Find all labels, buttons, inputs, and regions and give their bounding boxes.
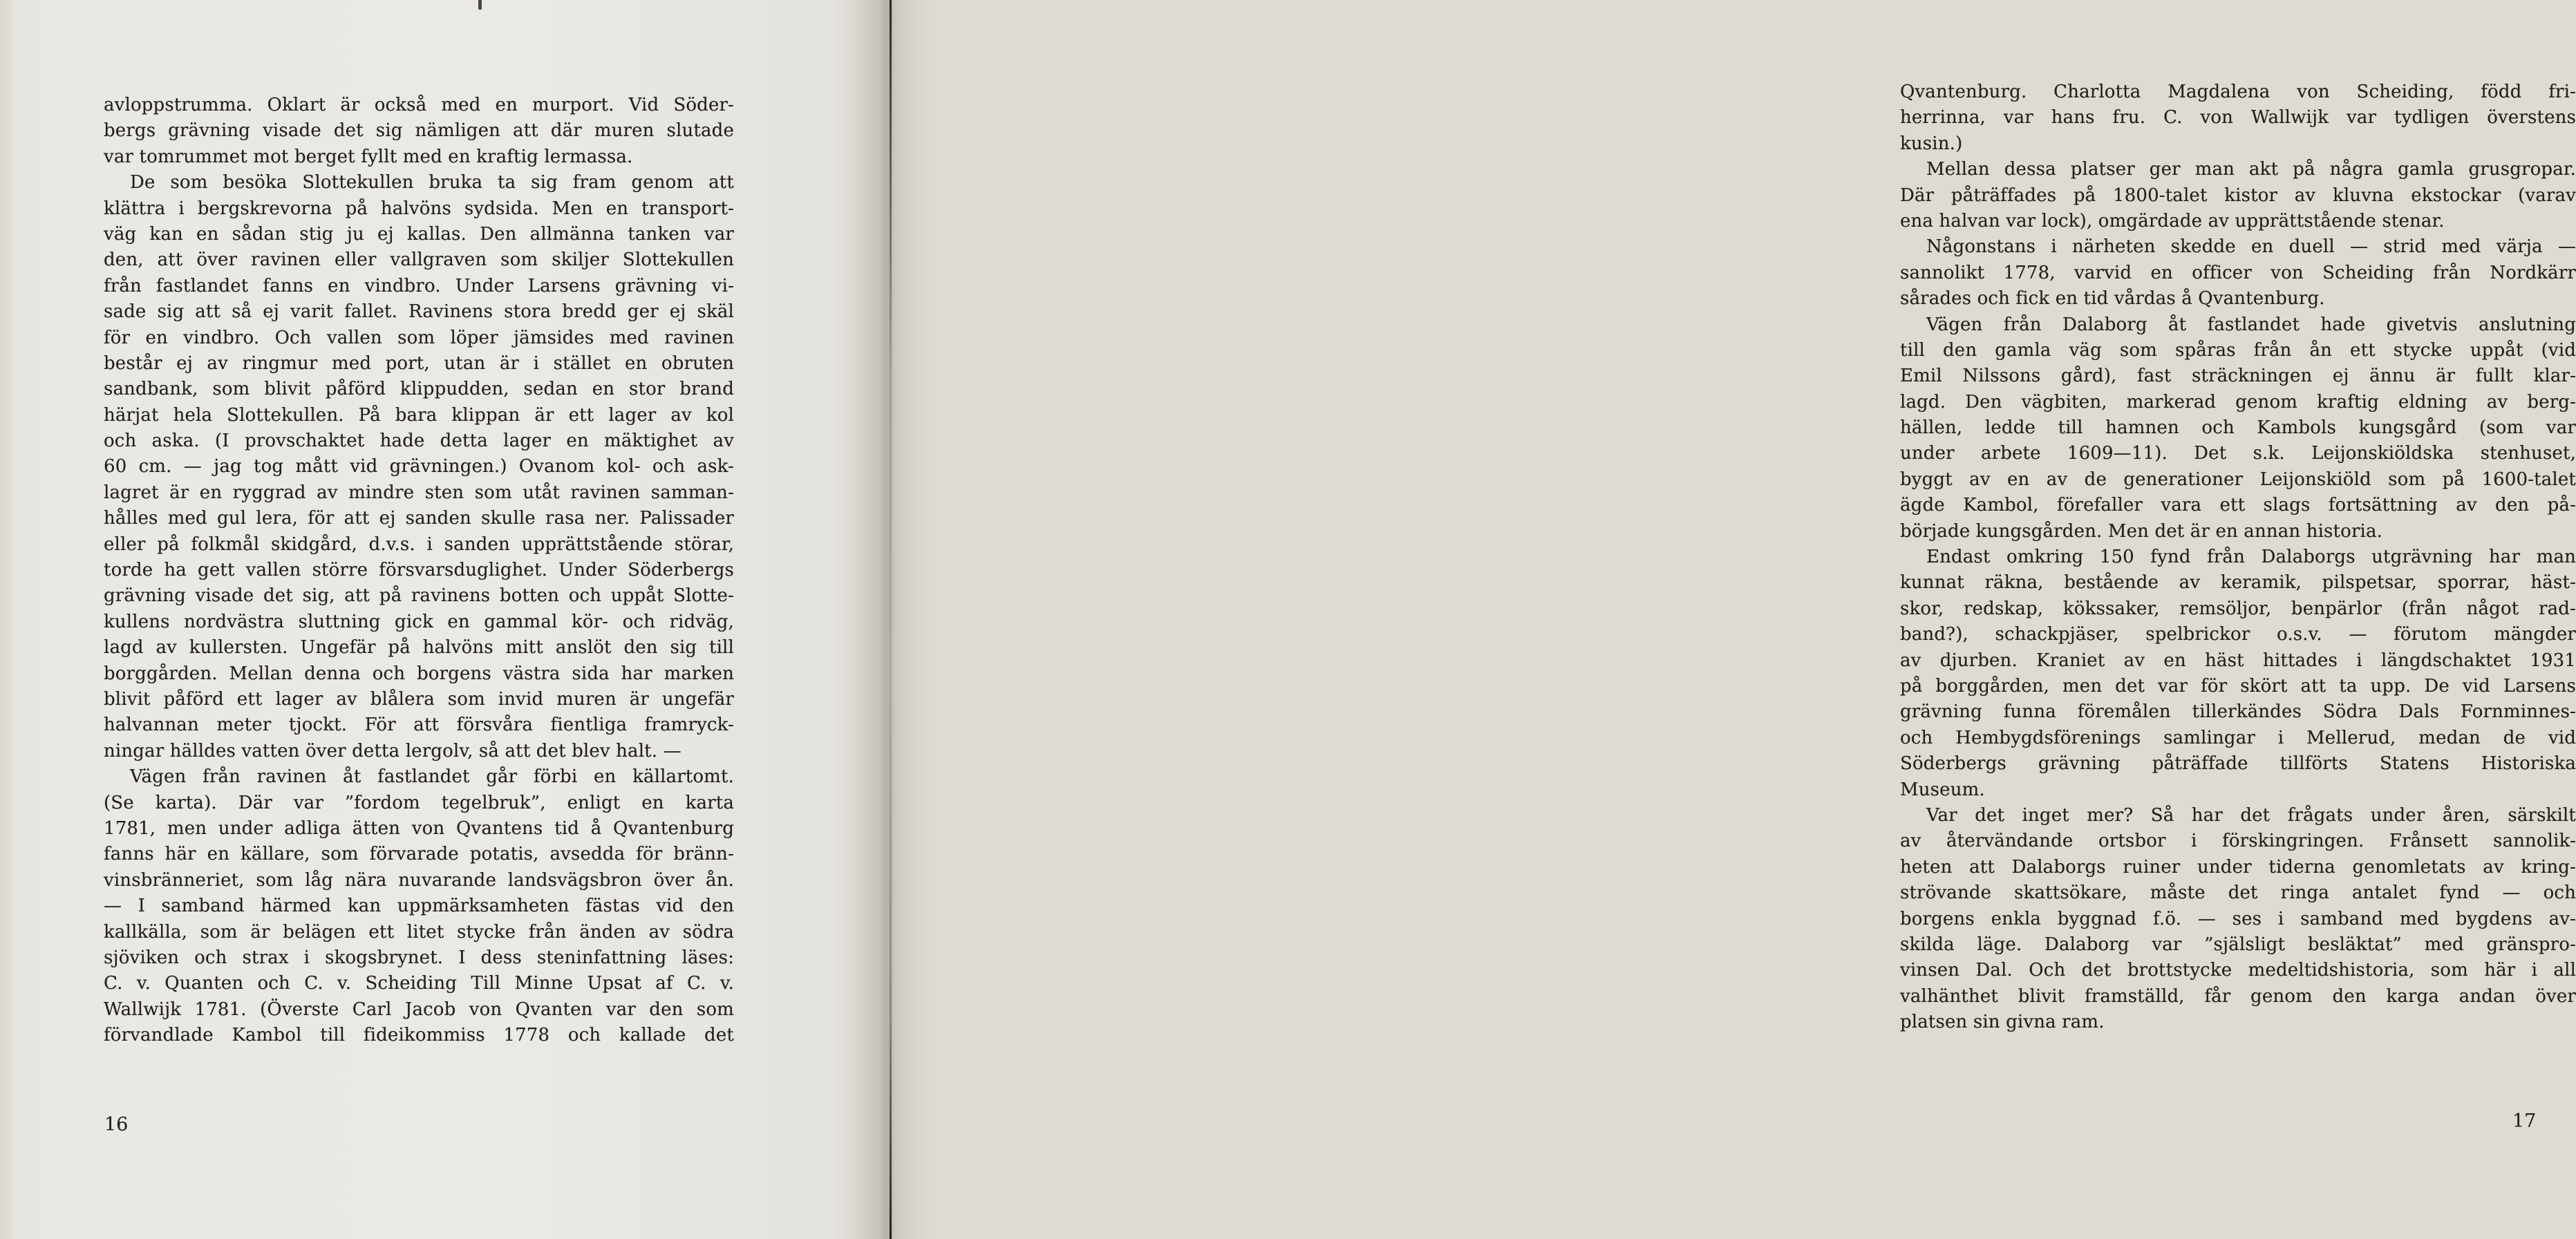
text-line: byggt av en av de generationer Leijonskiöld som på 1600-talet	[1900, 469, 2576, 490]
text-line: Museum.	[1900, 779, 1985, 800]
text-line: skor, redskap, kökssaker, remsöljor, benpärlor (från något rad-	[1900, 598, 2576, 619]
text-line: förvandlade Kambol till fideikommiss 1778 och kallade det	[104, 1025, 734, 1046]
text-line: 1781, men under adliga ätten von Qvantens tid å Qvantenburg	[104, 817, 734, 839]
text-line: borggården. Mellan denna och borgens västra sida har marken	[104, 663, 734, 684]
text-line: ägde Kambol, förefaller vara ett slags fortsättning av den på-	[1900, 495, 2576, 516]
text-line: vinsen Dal. Och det brottstycke medeltidshistoria, som här i all	[1900, 960, 2576, 981]
text-line: lagret är en ryggrad av mindre sten som utåt ravinen samman-	[104, 482, 734, 503]
text-line: till den gamla väg som spåras från ån ett stycke uppåt (vid	[1900, 339, 2576, 361]
text-line: Var det inget mer? Så har det frågats under åren, särskilt	[1926, 804, 2576, 826]
text-line: kusin.)	[1900, 133, 1963, 154]
text-line: avloppstrumma. Oklart är också med en murport. Vid Söder-	[104, 95, 734, 115]
left-page-text	[104, 93, 734, 1048]
text-line: (Se karta). Där var ”fordom tegelbruk”, enligt en karta	[104, 792, 734, 813]
text-line: vinsbränneriet, som låg nära nuvarande landsvägsbron över ån.	[104, 869, 734, 891]
text-line: herrinna, var hans fru. C. von Wallwijk var tydligen överstens	[1900, 107, 2576, 129]
text-line: består ej av ringmur med port, utan är i stället en obruten	[104, 352, 734, 374]
text-line: Emil Nilssons gård), fast sträckningen ej ännu är fullt klar-	[1900, 366, 2576, 387]
text-line: fanns här en källare, som förvarade potatis, avsedda för bränn-	[104, 844, 734, 865]
text-line: bergs grävning visade det sig nämligen att där muren slutade	[104, 120, 734, 142]
text-line: under arbete 1609—11). Det s.k. Leijonskiöldska stenhuset,	[1900, 443, 2576, 464]
page-number-left: 16	[104, 1114, 129, 1135]
text-line: skilda läge. Dalaborg var ”själsligt besläktat” med gränspro-	[1900, 934, 2576, 955]
text-line: Vägen från Dalaborg åt fastlandet hade givetvis anslutning	[1926, 314, 2576, 335]
text-line: Någonstans i närheten skedde en duell — strid med värja —	[1926, 236, 2576, 258]
text-line: sjöviken och strax i skogsbrynet. I dess steninfattning läses:	[104, 947, 734, 968]
text-line: för en vindbro. Och vallen som löper jämsides med ravinen	[104, 327, 734, 348]
text-line: kunnat räkna, bestående av keramik, pilspetsar, sporrar, häst-	[1900, 572, 2576, 594]
scan-artifact-speck	[478, 0, 482, 10]
text-line: sårades och fick en tid vårdas å Qvantenburg.	[1900, 288, 2325, 310]
text-line: sannolikt 1778, varvid en officer von Scheiding från Nordkärr	[1900, 262, 2576, 283]
text-line: och aska. (I provschaktet hade detta lager en mäktighet av	[104, 431, 734, 452]
text-line: eller på folkmål skidgård, d.v.s. i sanden upprättstående störar,	[104, 533, 734, 555]
text-line: halvannan meter tjockt. För att försvåra fientliga framryck-	[104, 715, 734, 736]
text-line: 60 cm. — jag tog mått vid grävningen.) Ovanom kol- och ask-	[104, 456, 734, 477]
text-line: Endast omkring 150 fynd från Dalaborgs utgrävning har man	[1926, 547, 2576, 568]
text-line: heten att Dalaborgs ruiner under tiderna genomletats av kring-	[1900, 856, 2576, 878]
text-line: av djurben. Kraniet av en häst hittades i längdschaktet 1931	[1900, 650, 2576, 671]
text-line: hålles med gul lera, för att ej sanden skulle rasa ner. Palissader	[104, 508, 734, 529]
right-page	[887, 0, 2576, 1239]
text-line: klättra i bergskrevorna på halvöns sydsida. Men en transport-	[104, 198, 734, 219]
text-line: härjat hela Slottekullen. På bara klippan är ett lager av kol	[104, 404, 734, 426]
text-line: strövande skattsökare, måste det ringa antalet fynd — och	[1900, 882, 2576, 904]
left-page	[0, 0, 887, 1239]
text-line: var tomrummet mot berget fyllt med en kraftig lermassa.	[104, 146, 633, 167]
text-line: C. v. Quanten och C. v. Scheiding Till Minne Upsat af C. v.	[104, 973, 734, 994]
page-number-right: 17	[2512, 1110, 2537, 1132]
text-line: Mellan dessa platser ger man akt på några gamla grusgropar.	[1926, 159, 2576, 180]
text-line: — I samband härmed kan uppmärksamheten fästas vid den	[104, 896, 734, 917]
text-line: sandbank, som blivit påförd klippudden, sedan en stor brand	[104, 379, 734, 400]
text-line: Vägen från ravinen åt fastlandet går förbi en källartomt.	[130, 766, 734, 788]
text-line: torde ha gett vallen större försvarsduglighet. Under Söderbergs	[104, 560, 734, 581]
text-line: på borggården, men det var för skört att ta upp. De vid Larsens	[1900, 675, 2576, 697]
text-line: från fastlandet fanns en vindbro. Under Larsens grävning vi-	[104, 275, 734, 296]
text-line: grävning visade det sig, att på ravinens botten och uppåt Slotte-	[104, 585, 734, 607]
text-line: av återvändande ortsbor i förskingringen. Frånsett sannolik-	[1900, 831, 2576, 852]
text-line: började kungsgården. Men det är en annan historia.	[1900, 520, 2383, 542]
text-line: Där påträffades på 1800-talet kistor av kluvna ekstockar (varav	[1900, 185, 2576, 206]
text-line: hällen, ledde till hamnen och Kambols kungsgård (som var	[1900, 417, 2576, 439]
text-line: platsen sin givna ram.	[1900, 1012, 2105, 1033]
text-line: Söderbergs grävning påträffade tillförts Statens Historiska	[1900, 753, 2576, 775]
text-line: grävning funna föremålen tillerkändes Södra Dals Fornminnes-	[1900, 701, 2576, 723]
text-line: band?), schackpjäser, spelbrickor o.s.v. — förutom mängder	[1900, 624, 2576, 645]
text-line: valhänthet blivit framställd, får genom den karga andan över	[1900, 985, 2576, 1007]
text-line: lagd av kullersten. Ungefär på halvöns mitt anslöt den sig till	[104, 637, 734, 659]
text-line: ningar hälldes vatten över detta lergolv, så att det blev halt. —	[104, 740, 681, 762]
text-line: kallkälla, som är belägen ett litet stycke från änden av södra	[104, 921, 734, 943]
text-line: kullens nordvästra sluttning gick en gammal kör- och ridväg,	[104, 611, 734, 632]
text-line: De som besöka Slottekullen bruka ta sig fram genom att	[130, 172, 734, 193]
text-line: sade sig att så ej varit fallet. Ravinens stora bredd ger ej skäl	[104, 301, 734, 323]
right-page-text	[1900, 79, 2576, 1035]
text-line: den, att över ravinen eller vallgraven som skiljer Slottekullen	[104, 249, 734, 271]
text-line: Wallwijk 1781. (Överste Carl Jacob von Qvanten var den som	[104, 999, 734, 1020]
text-line: och Hembygdsförenings samlingar i Mellerud, medan de vid	[1900, 727, 2576, 748]
text-line: blivit påförd ett lager av blålera som invid muren är ungefär	[104, 688, 734, 710]
text-line: lagd. Den vägbiten, markerad genom kraftig eldning av berg-	[1900, 391, 2576, 413]
text-line: väg kan en sådan stig ju ej kallas. Den allmänna tanken var	[104, 223, 734, 245]
text-line: ena halvan var lock), omgärdade av upprättstående stenar.	[1900, 210, 2445, 231]
text-line: Qvantenburg. Charlotta Magdalena von Scheiding, född fri-	[1900, 82, 2576, 102]
text-line: borgens enkla byggnad f.ö. — ses i samband med bygdens av-	[1900, 908, 2576, 929]
